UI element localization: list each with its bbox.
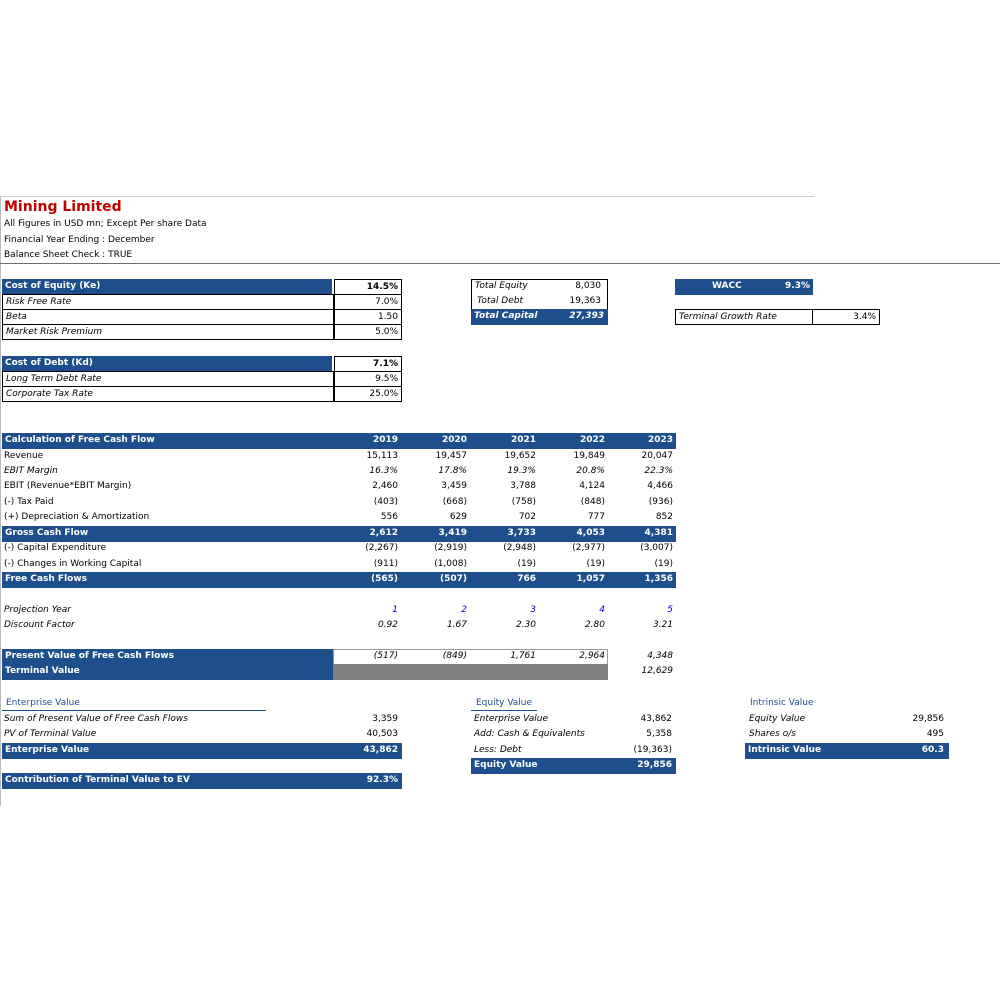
- capital-value: 8,030: [575, 281, 601, 291]
- sheet-top-rule: [0, 196, 814, 197]
- tgr-label: Terminal Growth Rate: [675, 309, 813, 325]
- fy-note: Financial Year Ending : December: [4, 235, 155, 245]
- fcf-cell: (19): [654, 559, 673, 569]
- fcf-cell: (19): [586, 559, 605, 569]
- ev-title-rule: [2, 710, 266, 711]
- free-cell: 1,057: [576, 574, 605, 584]
- bs-check-note: Balance Sheet Check : TRUE: [4, 250, 133, 260]
- ev-title: Enterprise Value: [6, 698, 80, 708]
- discount-factor: 0.92: [377, 620, 398, 630]
- intrinsic-row-label: Shares o/s: [749, 729, 796, 739]
- total-capital-label: Total Capital: [471, 309, 608, 325]
- projection-year: 1: [392, 605, 398, 615]
- ev-total-label: Enterprise Value: [5, 745, 90, 755]
- cod-row-label: Long Term Debt Rate: [2, 371, 334, 387]
- year-header: 2020: [441, 435, 467, 445]
- fcf-cell: (848): [580, 497, 605, 507]
- intrinsic-title: Intrinsic Value: [750, 698, 814, 708]
- discount-factor: 2.30: [515, 620, 536, 630]
- fcf-cell: 3,459: [441, 481, 467, 491]
- coe-row-value: 7.0%: [334, 294, 402, 310]
- fcf-cell: 777: [587, 512, 605, 522]
- ev-total-value: 43,862: [363, 745, 398, 755]
- discount-factor-label: Discount Factor: [4, 620, 75, 630]
- fcf-row-label: (-) Tax Paid: [4, 497, 54, 507]
- gross-cell: 3,733: [507, 528, 536, 538]
- equity-row-label: Add: Cash & Equivalents: [474, 729, 585, 739]
- coe-value: 14.5%: [334, 279, 402, 295]
- year-header: 2021: [510, 435, 536, 445]
- fcf-cell: 19,457: [435, 451, 467, 461]
- fcf-cell: 20,047: [641, 451, 673, 461]
- pv-cell: (849): [442, 651, 467, 661]
- ev-row-label: PV of Terminal Value: [4, 729, 97, 739]
- intrinsic-total-label: Intrinsic Value: [748, 745, 822, 755]
- capital-label: Total Equity: [475, 281, 528, 291]
- pv-cell: (517): [373, 651, 398, 661]
- terminal-value-gray-band: [333, 664, 608, 680]
- free-cell: 766: [517, 574, 536, 584]
- year-header: 2019: [372, 435, 398, 445]
- company-title: Mining Limited: [4, 199, 122, 215]
- fcf-cell: 2,460: [372, 481, 398, 491]
- intrinsic-row-label: Equity Value: [749, 714, 806, 724]
- equity-row-value: 5,358: [646, 729, 672, 739]
- cod-row-value: 25.0%: [334, 386, 402, 402]
- fcf-cell: (1,008): [434, 559, 467, 569]
- equity-title-rule: [471, 710, 537, 711]
- cod-value: 7.1%: [334, 356, 402, 372]
- cod-row-value: 9.5%: [334, 371, 402, 387]
- intrinsic-row-value: 29,856: [912, 714, 944, 724]
- fcf-cell: (3,007): [640, 543, 673, 553]
- coe-header: Cost of Equity (Ke): [2, 279, 332, 295]
- fcf-header-label: Calculation of Free Cash Flow: [5, 435, 155, 445]
- capital-value: 19,363: [569, 296, 601, 306]
- projection-year: 5: [667, 605, 673, 615]
- fcf-cell: (2,267): [365, 543, 398, 553]
- fcf-cell: 19,849: [573, 451, 605, 461]
- coe-row-value: 5.0%: [334, 324, 402, 340]
- fcf-cell: 852: [655, 512, 673, 522]
- contribution-value: 92.3%: [366, 775, 398, 785]
- sheet-left-rule: [0, 196, 1, 806]
- coe-row-label: Risk Free Rate: [2, 294, 334, 310]
- projection-year: 4: [599, 605, 605, 615]
- intrinsic-row-value: 495: [926, 729, 944, 739]
- intrinsic-total-value: 60.3: [921, 745, 944, 755]
- gross-cell: 3,419: [438, 528, 467, 538]
- free-cell: 1,356: [644, 574, 673, 584]
- total-capital-value: 27,393: [569, 311, 604, 321]
- pv-cell: 4,348: [647, 651, 673, 661]
- projection-year: 3: [530, 605, 536, 615]
- terminal-value-label: Terminal Value: [2, 664, 333, 680]
- fcf-cell: 19,652: [504, 451, 536, 461]
- gross-cash-flow-label: Gross Cash Flow: [5, 528, 89, 538]
- fcf-cell: (758): [511, 497, 536, 507]
- equity-total-value: 29,856: [637, 760, 672, 770]
- fcf-cell: (2,948): [503, 543, 536, 553]
- coe-row-label: Market Risk Premium: [2, 324, 334, 340]
- equity-title: Equity Value: [476, 698, 533, 708]
- contribution-label: Contribution of Terminal Value to EV: [5, 775, 190, 785]
- fcf-cell: 3,788: [510, 481, 536, 491]
- discount-factor: 2.80: [584, 620, 605, 630]
- wacc-value: 9.3%: [785, 281, 810, 291]
- fcf-cell: (936): [648, 497, 673, 507]
- discount-factor: 1.67: [446, 620, 467, 630]
- fcf-cell: 629: [449, 512, 467, 522]
- fcf-cell: 20.8%: [576, 466, 605, 476]
- pv-cell: 1,761: [510, 651, 536, 661]
- cod-row-label: Corporate Tax Rate: [2, 386, 334, 402]
- wacc-label: WACC: [712, 281, 742, 291]
- fcf-row-label: Revenue: [4, 451, 44, 461]
- fcf-cell: 22.3%: [644, 466, 673, 476]
- coe-row-value: 1.50: [334, 309, 402, 325]
- fcf-cell: (911): [373, 559, 398, 569]
- equity-row-value: (19,363): [633, 745, 672, 755]
- units-note: All Figures in USD mn; Except Per share Data: [4, 219, 207, 229]
- fcf-cell: (403): [373, 497, 398, 507]
- fcf-cell: 556: [380, 512, 398, 522]
- year-header: 2022: [579, 435, 605, 445]
- pv-fcf-label: Present Value of Free Cash Flows: [2, 649, 333, 665]
- fcf-cell: (2,919): [434, 543, 467, 553]
- equity-row-label: Less: Debt: [474, 745, 522, 755]
- ev-row-label: Sum of Present Value of Free Cash Flows: [4, 714, 188, 724]
- projection-year: 2: [461, 605, 467, 615]
- ev-row-value: 40,503: [366, 729, 398, 739]
- fcf-cell: (668): [442, 497, 467, 507]
- year-header: 2023: [647, 435, 673, 445]
- equity-row-value: 43,862: [640, 714, 672, 724]
- coe-row-label: Beta: [2, 309, 334, 325]
- fcf-cell: 15,113: [366, 451, 398, 461]
- title-divider: [0, 263, 1000, 264]
- fcf-cell: 4,124: [579, 481, 605, 491]
- equity-row-label: Enterprise Value: [474, 714, 548, 724]
- discount-factor: 3.21: [652, 620, 673, 630]
- pv-cell: 2,964: [579, 651, 605, 661]
- gross-cell: 4,381: [644, 528, 673, 538]
- fcf-cell: (2,977): [572, 543, 605, 553]
- free-cell: (507): [439, 574, 467, 584]
- fcf-cell: 17.8%: [438, 466, 467, 476]
- free-cash-flows-label: Free Cash Flows: [5, 574, 88, 584]
- capital-label: Total Debt: [477, 296, 524, 306]
- fcf-row-label: (-) Changes in Working Capital: [4, 559, 142, 569]
- projection-year-label: Projection Year: [4, 605, 71, 615]
- fcf-cell: 16.3%: [369, 466, 398, 476]
- fcf-row-label: EBIT (Revenue*EBIT Margin): [4, 481, 132, 491]
- fcf-row-label: (-) Capital Expenditure: [4, 543, 107, 553]
- terminal-value: 12,629: [641, 666, 673, 676]
- equity-total-label: Equity Value: [474, 760, 538, 770]
- fcf-cell: 19.3%: [507, 466, 536, 476]
- fcf-row-label: EBIT Margin: [4, 466, 58, 476]
- fcf-cell: (19): [517, 559, 536, 569]
- fcf-cell: 4,466: [647, 481, 673, 491]
- gross-cell: 4,053: [576, 528, 605, 538]
- free-cell: (565): [370, 574, 398, 584]
- gross-cell: 2,612: [369, 528, 398, 538]
- fcf-row-label: (+) Depreciation & Amortization: [4, 512, 150, 522]
- ev-row-value: 3,359: [372, 714, 398, 724]
- tgr-value: 3.4%: [812, 309, 880, 325]
- cod-header: Cost of Debt (Kd): [2, 356, 332, 372]
- fcf-cell: 702: [518, 512, 536, 522]
